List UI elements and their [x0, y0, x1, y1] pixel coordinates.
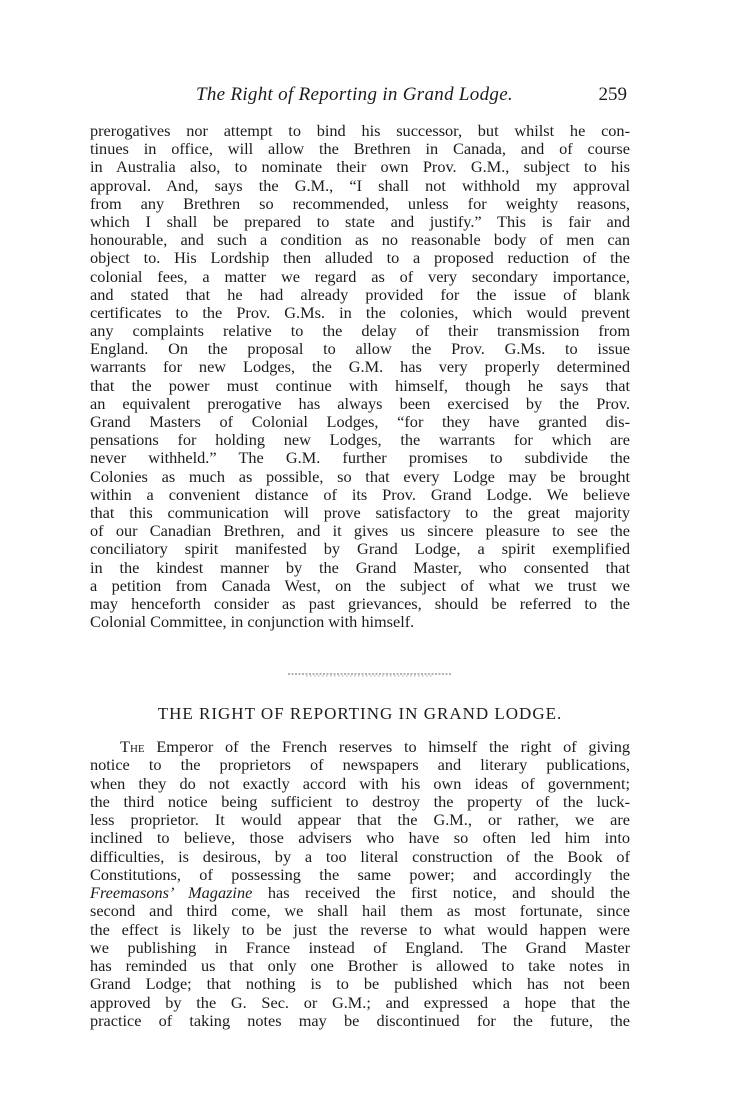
- text-line: colonial fees, a matter we regard as of very secondary importance,: [90, 267, 630, 286]
- text-line: [90, 738, 630, 756]
- text-line: from any Brethren so recommended, unless for weighty reasons,: [90, 194, 630, 213]
- text-line: an equivalent prerogative has always been exercised by the Prov.: [90, 394, 630, 413]
- text-line: when they do not exactly accord with his own ideas of government;: [90, 774, 630, 793]
- ornamental-divider: [286, 670, 454, 680]
- line-group: [90, 756, 630, 884]
- text-line: any complaints relative to the delay of their transmission from: [90, 322, 630, 341]
- text-line: approved by the G. Sec. or G.M.; and expressed a hope that the: [90, 993, 630, 1012]
- text-line: and stated that he had already provided for the issue of blank: [90, 285, 630, 304]
- text-line-rest: Emperor of the French reserves to himself the right of giving: [144, 738, 630, 756]
- text-line: has reminded us that only one Brother is allowed to take notes in: [90, 957, 630, 975]
- text-line: in the kindest manner by the Grand Master, who consented that: [90, 558, 630, 577]
- text-line: Grand Masters of Colonial Lodges, “for they have granted dis-: [90, 413, 630, 431]
- text-line: warrants for new Lodges, the G.M. has very properly determined: [90, 358, 630, 377]
- text-line: honourable, and such a condition as no reasonable body of men can: [90, 231, 630, 250]
- text-line: Colonial Committee, in conjunction with himself.: [90, 613, 415, 632]
- text-line: practice of taking notes may be discontinued for the future, the: [90, 1011, 630, 1030]
- text-line: a petition from Canada West, on the subject of what we trust we: [90, 576, 630, 595]
- section-heading: THE RIGHT OF REPORTING IN GRAND LODGE.: [157, 704, 563, 723]
- text-line: conciliatory spirit manifested by Grand Lodge, a spirit exemplified: [90, 540, 630, 559]
- text-line: we publishing in France instead of England. The Grand Master: [90, 938, 630, 957]
- text-line: second and third come, we shall hail them as most fortunate, since: [90, 902, 630, 921]
- text-line: inclined to believe, those advisers who have so often led him into: [90, 829, 630, 848]
- text-line: of our Canadian Brethren, and it gives us sincere pleasure to see the: [90, 522, 630, 541]
- text-line: which I shall be prepared to state and justify.” This is fair and: [90, 212, 630, 231]
- text-line: object to. His Lordship then alluded to a proposed reduction of the: [90, 249, 630, 268]
- running-head: [90, 84, 635, 110]
- text-line: that the power must continue with himself, though he says that: [90, 376, 630, 395]
- text-line: the third notice being sufficient to destroy the property of the luck-: [90, 792, 630, 811]
- paragraph-section: [90, 738, 630, 1030]
- text-line: less proprietor. It would appear that the G.M., or rather, we are: [90, 811, 630, 829]
- text-line: that this communication will prove satisfactory to the great majority: [90, 503, 630, 522]
- text-line: approval. And, says the G.M., “I shall not withhold my approval: [90, 176, 630, 195]
- text-line: [90, 884, 630, 902]
- text-line: Grand Lodge; that nothing is to be published which has not been: [90, 975, 630, 994]
- line-group: [90, 902, 630, 1030]
- text-line: difficulties, is desirous, by a too literal construction of the Book of: [90, 847, 630, 866]
- text-line: certificates to the Prov. G.Ms. in the colonies, which would prevent: [90, 303, 630, 322]
- paragraph-continued: [90, 122, 630, 631]
- page-number: 259: [598, 84, 627, 105]
- text-line: never withheld.” The G.M. further promises to subdivide the: [90, 449, 630, 468]
- text-line-rest: has received the first notice, and should the: [252, 884, 630, 902]
- text-line: prerogatives nor attempt to bind his successor, but whilst he con-: [90, 122, 630, 140]
- text-line: tinues in office, will allow the Brethren in Canada, and of course: [90, 140, 630, 159]
- text-line: in Australia also, to nominate their own Prov. G.M., subject to his: [90, 158, 630, 177]
- text-line: Colonies as much as possible, so that every Lodge may be brought: [90, 467, 630, 486]
- text-line: notice to the proprietors of newspapers and literary publications,: [90, 756, 630, 775]
- text-line: England. On the proposal to allow the Prov. G.Ms. to issue: [90, 340, 630, 359]
- text-line: within a convenient distance of its Prov. Grand Lodge. We believe: [90, 485, 630, 504]
- text-line: pensations for holding new Lodges, the warrants for which are: [90, 431, 630, 450]
- text-line: the effect is likely to be just the reverse to what would happen were: [90, 920, 630, 939]
- text-line: may henceforth consider as past grievances, should be referred to the: [90, 594, 630, 613]
- opening-word: The: [120, 738, 145, 756]
- running-title: The Right of Reporting in Grand Lodge.: [196, 84, 513, 105]
- magazine-title: Freemasons’ Magazine: [90, 884, 253, 902]
- text-line: Constitutions, of possessing the same power; and accordingly the: [90, 865, 630, 884]
